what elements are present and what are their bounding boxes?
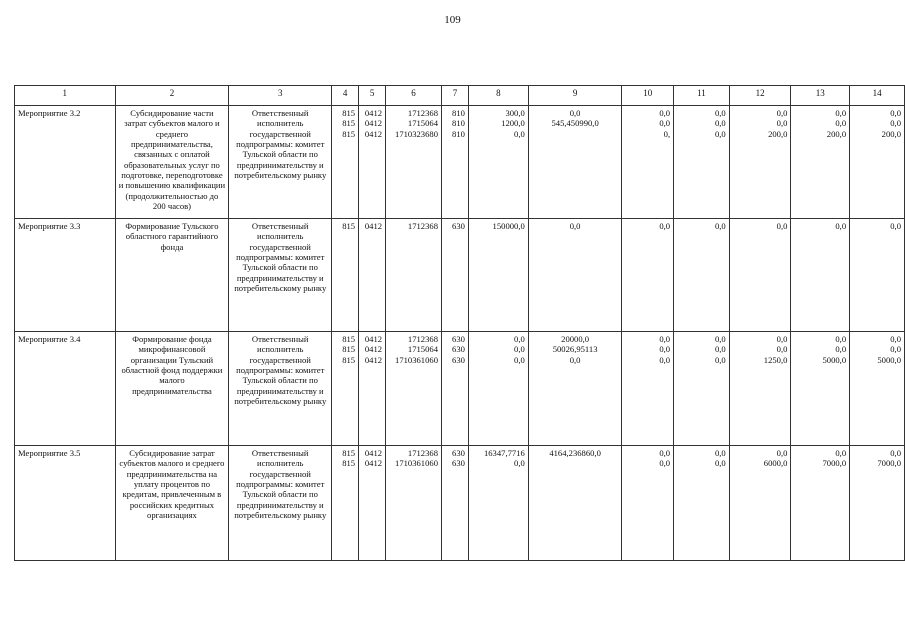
cell-value: 0,0 (659, 344, 671, 355)
value-cell-col-5 (359, 332, 386, 446)
cell-value: 815 (342, 334, 356, 344)
cell-value: 1250,0 (763, 354, 788, 365)
value-cell-col-7 (441, 332, 468, 446)
cell-value: 0,0 (835, 108, 847, 118)
cell-value: 630 (452, 334, 465, 344)
column-header: 1 (15, 86, 116, 106)
cell-value: 7000,0 (822, 458, 847, 469)
cell-value: 0412 (364, 354, 383, 365)
cell-value: 1712368 (407, 334, 438, 344)
cell-value: 815 (342, 108, 356, 118)
cell-value: 0,0 (890, 118, 901, 129)
cell-value: 0,0 (714, 354, 726, 365)
cell-value: 0,0 (776, 221, 788, 231)
cell-value: 5000,0 (822, 354, 847, 365)
table-body (15, 106, 905, 561)
cell-value: 0,0 (659, 334, 671, 344)
cell-value: 0,0 (776, 108, 788, 118)
value-cell-col-8 (468, 106, 528, 219)
cell-value: 545,450990,0 (551, 118, 599, 129)
cell-value: 5000,0 (877, 354, 901, 365)
value-cell-col-12 (729, 332, 791, 446)
cell-value: 0,0 (835, 334, 847, 344)
cell-value: 0,0 (659, 221, 671, 231)
value-cell-col-4 (332, 219, 359, 332)
cell-value: 0,0 (659, 458, 671, 469)
value-cell-col-9 (528, 219, 622, 332)
cell-value: 1715064 (407, 118, 438, 129)
cell-value: 630 (452, 458, 465, 469)
table-row (15, 106, 905, 219)
column-header: 7 (441, 86, 468, 106)
cell-value: 630 (452, 354, 465, 365)
cell-value: 0,0 (714, 448, 726, 458)
cell-value: 1715064 (407, 344, 438, 355)
column-header: 10 (622, 86, 674, 106)
column-header: 2 (115, 86, 229, 106)
cell-value: 0,0 (659, 108, 671, 118)
value-cell-col-6 (386, 219, 442, 332)
value-cell-col-12 (729, 106, 791, 219)
cell-value: 0,0 (890, 108, 901, 118)
activity-name-cell: Мероприятие 3.5 (15, 446, 116, 561)
cell-value: 0,0 (714, 458, 726, 469)
value-cell-col-8 (468, 219, 528, 332)
cell-value: 815 (342, 221, 356, 231)
cell-value: 0,0 (714, 344, 726, 355)
value-cell-col-8 (468, 446, 528, 561)
cell-value: 0,0 (514, 128, 525, 139)
column-header: 6 (386, 86, 442, 106)
cell-value: 150000,0 (492, 221, 525, 231)
cell-value: 1200,0 (501, 118, 525, 129)
cell-value: 0,0 (714, 128, 726, 139)
cell-value: 50026,95113 (552, 344, 598, 355)
activity-name-cell: Мероприятие 3.3 (15, 219, 116, 332)
header-row (15, 86, 905, 106)
cell-value: 810 (452, 118, 465, 129)
column-header: 9 (528, 86, 622, 106)
cell-value: 16347,7716 (483, 448, 525, 458)
activity-description-cell: Формирование фонда микрофинансовой организации Тульский областной фонд поддержки малого предпринимательства (115, 332, 229, 446)
column-header: 12 (729, 86, 791, 106)
cell-value: 0,0 (776, 448, 788, 458)
activity-description-cell: Субсидирование части затрат субъектов малого и среднего предпринимательства, связанных с оплатой образовательных услуг по подготовке, переподготовке и повышению квалификации (продолжительностью до 200 часов) (115, 106, 229, 219)
value-cell-col-5 (359, 446, 386, 561)
responsible-executor-cell: Ответственный исполнитель государственной подпрограммы: комитет Тульской области по предпринимательству и потребительскому рынку (229, 219, 332, 332)
cell-value: 0,0 (835, 221, 847, 231)
cell-value: 0,0 (514, 344, 525, 355)
cell-value: 0412 (364, 344, 383, 355)
cell-value: 0,0 (569, 108, 581, 118)
value-cell-col-5 (359, 106, 386, 219)
value-cell-col-6 (386, 446, 442, 561)
cell-value: 0,0 (514, 458, 525, 469)
value-cell-col-12 (729, 219, 791, 332)
value-cell-col-4 (332, 446, 359, 561)
cell-value: 0,0 (835, 448, 847, 458)
cell-value: 0412 (364, 108, 383, 118)
cell-value: 815 (342, 448, 356, 458)
value-cell-col-6 (386, 332, 442, 446)
cell-value: 200,0 (826, 128, 847, 139)
value-cell-col-13 (791, 219, 850, 332)
column-header: 13 (791, 86, 850, 106)
value-cell-col-14 (850, 106, 905, 219)
responsible-executor-cell: Ответственный исполнитель государственной подпрограммы: комитет Тульской области по предпринимательству и потребительскому рынку (229, 106, 332, 219)
cell-value: 0,0 (890, 221, 901, 231)
value-cell-col-7 (441, 106, 468, 219)
cell-value: 0,0 (659, 118, 671, 129)
column-header: 4 (332, 86, 359, 106)
cell-value: 0,0 (714, 334, 726, 344)
value-cell-col-10 (622, 446, 674, 561)
page-number: 109 (444, 14, 461, 26)
cell-value: 6000,0 (763, 458, 788, 469)
value-cell-col-4 (332, 106, 359, 219)
cell-value: 815 (342, 118, 356, 129)
value-cell-col-14 (850, 446, 905, 561)
responsible-executor-cell: Ответственный исполнитель государственной подпрограммы: комитет Тульской области по предпринимательству и потребительскому рынку (229, 446, 332, 561)
cell-value: 0,0 (659, 448, 671, 458)
value-cell-col-13 (791, 106, 850, 219)
cell-value: 0412 (364, 118, 383, 129)
budget-table (14, 85, 905, 561)
cell-value: 0412 (364, 458, 383, 469)
cell-value: 0,0 (776, 344, 788, 355)
cell-value: 630 (452, 221, 465, 231)
cell-value: 1712368 (407, 108, 438, 118)
cell-value: 0,0 (776, 118, 788, 129)
value-cell-col-12 (729, 446, 791, 561)
table-row (15, 446, 905, 561)
cell-value: 200,0 (768, 128, 788, 139)
activity-name-cell: Мероприятие 3.4 (15, 332, 116, 446)
value-cell-col-11 (674, 219, 730, 332)
cell-value: 0,0 (714, 108, 726, 118)
cell-value: 0, (663, 128, 671, 139)
cell-value: 1710323680 (395, 128, 438, 139)
value-cell-col-9 (528, 446, 622, 561)
cell-value: 0,0 (835, 118, 847, 129)
cell-value: 815 (342, 344, 356, 355)
column-header: 11 (674, 86, 730, 106)
cell-value: 1712368 (407, 448, 438, 458)
cell-value: 0,0 (569, 221, 581, 231)
cell-value: 0,0 (714, 118, 726, 129)
cell-value: 0,0 (514, 354, 525, 365)
cell-value: 0412 (364, 221, 383, 231)
cell-value: 0,0 (659, 354, 671, 365)
value-cell-col-11 (674, 332, 730, 446)
activity-name-cell: Мероприятие 3.2 (15, 106, 116, 219)
table-row (15, 332, 905, 446)
cell-value: 1710361060 (395, 458, 438, 469)
cell-value: 1712368 (407, 221, 438, 231)
value-cell-col-14 (850, 219, 905, 332)
value-cell-col-13 (791, 446, 850, 561)
cell-value: 815 (342, 458, 356, 469)
cell-value: 7000,0 (877, 458, 901, 469)
cell-value: 0,0 (776, 334, 788, 344)
value-cell-col-11 (674, 106, 730, 219)
value-cell-col-10 (622, 106, 674, 219)
cell-value: 4164,236860,0 (549, 448, 601, 458)
cell-value: 0412 (364, 448, 383, 458)
cell-value: 630 (452, 448, 465, 458)
responsible-executor-cell: Ответственный исполнитель государственной подпрограммы: комитет Тульской области по предпринимательству и потребительскому рынку (229, 332, 332, 446)
value-cell-col-11 (674, 446, 730, 561)
cell-value: 0,0 (514, 334, 525, 344)
value-cell-col-7 (441, 446, 468, 561)
value-cell-col-9 (528, 332, 622, 446)
cell-value: 0,0 (890, 448, 901, 458)
cell-value: 300,0 (505, 108, 525, 118)
table-row (15, 219, 905, 332)
cell-value: 0,0 (835, 344, 847, 355)
column-header: 5 (359, 86, 386, 106)
cell-value: 815 (342, 354, 356, 365)
cell-value: 20000,0 (561, 334, 590, 344)
value-cell-col-5 (359, 219, 386, 332)
activity-description-cell: Субсидирование затрат субъектов малого и среднего предпринимательства на уплату процентов по кредитам, привлеченным в российских кредитных организациях (115, 446, 229, 561)
cell-value: 200,0 (881, 128, 901, 139)
cell-value: 810 (452, 128, 465, 139)
value-cell-col-13 (791, 332, 850, 446)
value-cell-col-8 (468, 332, 528, 446)
cell-value: 810 (452, 108, 465, 118)
value-cell-col-7 (441, 219, 468, 332)
value-cell-col-9 (528, 106, 622, 219)
value-cell-col-6 (386, 106, 442, 219)
value-cell-col-14 (850, 332, 905, 446)
cell-value: 0412 (364, 334, 383, 344)
value-cell-col-10 (622, 332, 674, 446)
value-cell-col-10 (622, 219, 674, 332)
column-header: 14 (850, 86, 905, 106)
cell-value: 0,0 (890, 344, 901, 355)
column-header: 3 (229, 86, 332, 106)
cell-value: 630 (452, 344, 465, 355)
cell-value: 1710361060 (395, 354, 438, 365)
cell-value: 815 (342, 128, 356, 139)
cell-value: 0412 (364, 128, 383, 139)
cell-value: 0,0 (569, 354, 581, 365)
value-cell-col-4 (332, 332, 359, 446)
cell-value: 0,0 (714, 221, 726, 231)
cell-value: 0,0 (890, 334, 901, 344)
column-header: 8 (468, 86, 528, 106)
activity-description-cell: Формирование Тульского областного гарантийного фонда (115, 219, 229, 332)
